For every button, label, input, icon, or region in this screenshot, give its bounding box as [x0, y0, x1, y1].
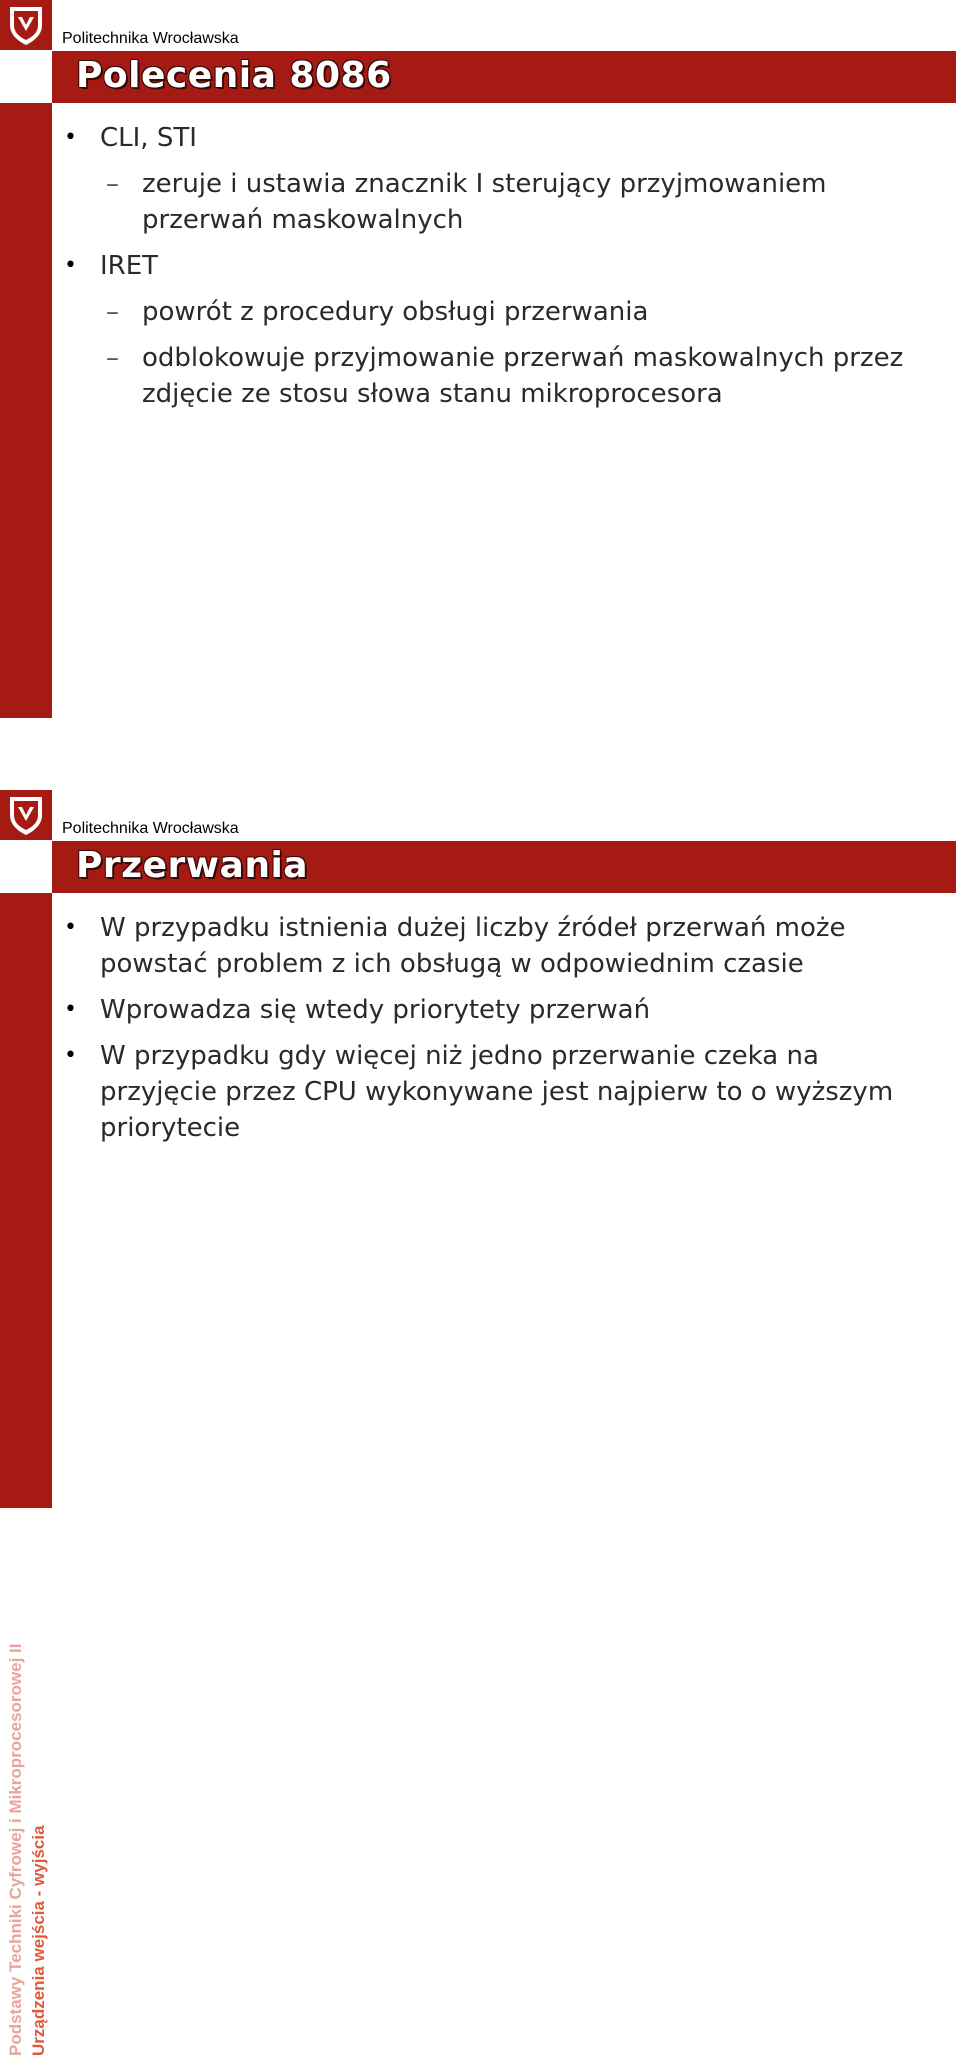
course-name: Podstawy Techniki Cyfrowej i Mikroprocesorowej II — [6, 1643, 25, 2056]
slide-content — [62, 900, 942, 1146]
lecture-topic: Urządzenia wejścia - wyjścia — [29, 1825, 48, 2056]
bullet-item: • IRET — [62, 248, 942, 284]
slide-title: Polecenia 8086 — [76, 55, 392, 96]
slide-title: Przerwania — [76, 845, 309, 886]
bullet-item: • CLI, STI — [62, 120, 942, 156]
bullet-item: • Wprowadza się wtedy priorytety przerwań — [62, 992, 942, 1028]
bullet-item: • W przypadku istnienia dużej liczby źródeł przerwań może powstać problem z ich obsługą w odpowiednim czasie — [62, 910, 942, 982]
sub-item: – powrót z procedury obsługi przerwania — [62, 294, 942, 330]
university-crest-icon — [0, 0, 52, 50]
side-bar — [0, 893, 52, 2056]
slide-2 — [0, 790, 960, 2056]
title-bar — [52, 51, 956, 103]
slide-1 — [0, 0, 960, 720]
sub-item: – odblokowuje przyjmowanie przerwań maskowalnych przez zdjęcie ze stosu słowa stanu mikroprocesora — [62, 340, 942, 412]
side-bar — [0, 103, 52, 718]
university-name: Politechnika Wrocławska — [62, 820, 239, 837]
slide-content — [62, 110, 942, 412]
title-bar — [52, 841, 956, 893]
bullet-item: • W przypadku gdy więcej niż jedno przerwanie czeka na przyjęcie przez CPU wykonywane jest najpierw to o wyższym priorytecie — [62, 1038, 942, 1146]
university-crest-icon — [0, 790, 52, 840]
sub-item: – zeruje i ustawia znacznik I sterujący przyjmowaniem przerwań maskowalnych — [62, 166, 942, 238]
university-name: Politechnika Wrocławska — [62, 30, 239, 47]
